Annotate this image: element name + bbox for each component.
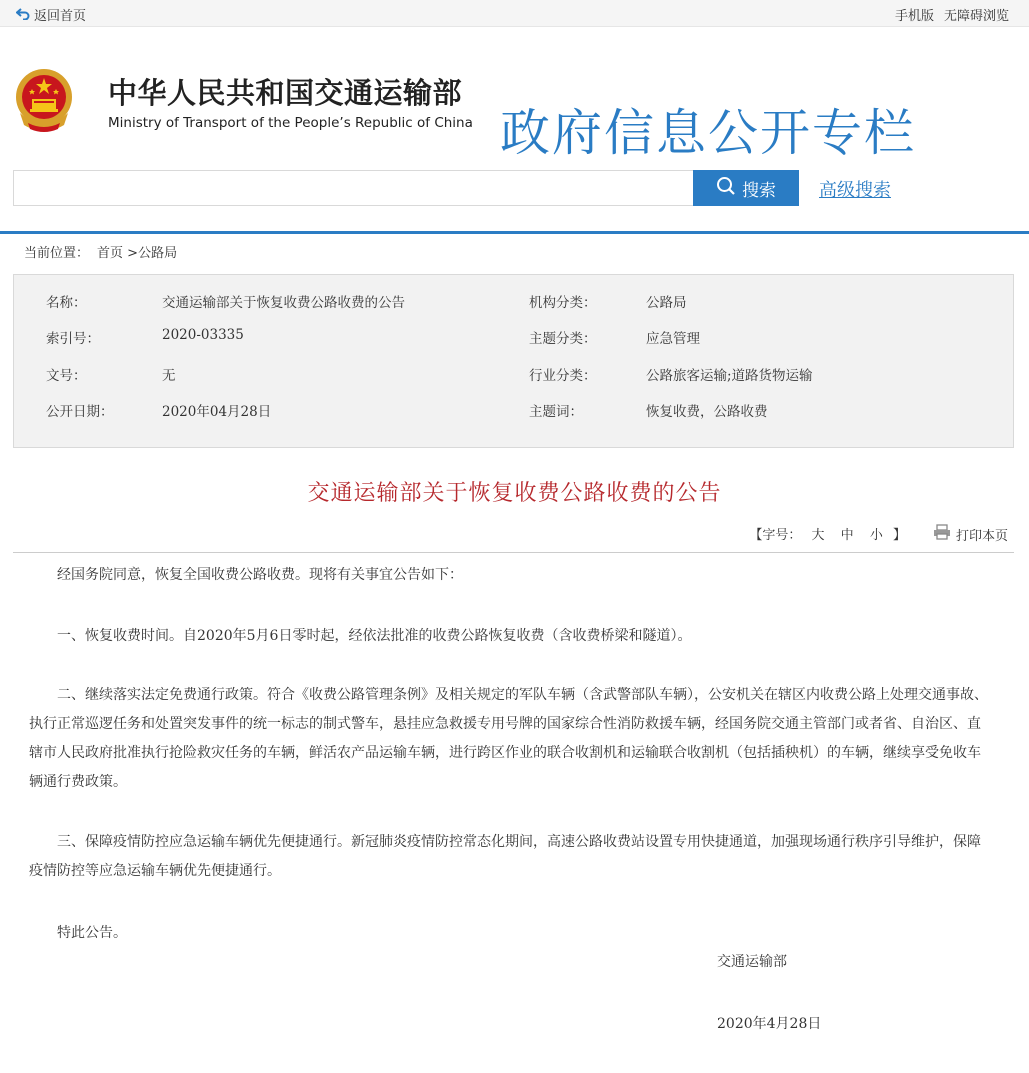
printer-icon <box>933 524 951 544</box>
body-paragraph: 经国务院同意，恢复全国收费公路收费。现将有关事宜公告如下： <box>57 567 463 583</box>
site-header <box>0 27 1029 162</box>
metadata-row <box>14 364 1013 384</box>
print-page-label: 打印本页 <box>955 528 1008 544</box>
metadata-key: 索引号： <box>46 331 100 347</box>
column-title: 政府信息公开专栏 <box>500 104 916 162</box>
metadata-row <box>14 291 1013 311</box>
top-bar <box>0 0 1029 27</box>
document-date: 2020年4月28日 <box>717 1016 822 1032</box>
document-metadata <box>13 274 1014 448</box>
accessible-browse-link[interactable]: 无障碍浏览 <box>943 9 1009 24</box>
breadcrumb-label: 当前位置： <box>24 246 90 261</box>
breadcrumb-current: >公路局 <box>127 246 178 261</box>
search-bar <box>0 147 1029 234</box>
search-icon <box>716 176 736 201</box>
font-size-large-link[interactable]: 大 <box>811 528 825 543</box>
back-home-link[interactable] <box>16 5 86 24</box>
body-paragraph: 一、恢复收费时间。自2020年5月6日零时起，经依法批准的收费公路恢复收费（含收费桥梁和隧道）。 <box>57 628 692 644</box>
national-emblem-icon <box>12 65 76 135</box>
metadata-row <box>14 327 1013 347</box>
breadcrumb-home-link[interactable]: 首页 <box>97 246 124 261</box>
font-size-control <box>749 524 906 543</box>
search-button-label: 搜索 <box>742 180 776 201</box>
document-title: 交通运输部关于恢复收费公路收费的公告 <box>307 481 722 506</box>
back-home-label: 返回首页 <box>34 9 87 24</box>
document-toolbar <box>13 522 1014 553</box>
metadata-key: 公开日期： <box>46 404 114 420</box>
metadata-value: 2020-03335 <box>162 327 244 343</box>
metadata-value: 应急管理 <box>646 331 700 347</box>
print-page-link[interactable] <box>933 524 1008 544</box>
font-size-suffix: 】 <box>892 528 906 543</box>
font-size-small-link[interactable]: 小 <box>869 528 883 543</box>
breadcrumb <box>0 234 1029 274</box>
metadata-value: 公路局 <box>646 295 687 311</box>
mobile-version-link[interactable]: 手机版 <box>894 9 934 24</box>
metadata-key: 主题分类： <box>529 331 597 347</box>
body-paragraph: 特此公告。 <box>57 925 127 941</box>
metadata-row <box>14 400 1013 420</box>
document-body <box>0 553 1029 1073</box>
signature: 交通运输部 <box>717 954 787 970</box>
body-paragraph: 二、继续落实法定免费通行政策。符合《收费公路管理条例》及相关规定的军队车辆（含武警部队车辆），公安机关在辖区内收费公路上处理交通事故、执行正常巡逻任务和处置突发事件的统一标志的制式警车，悬挂应急救援专用号牌的国家综合性消防救援车辆，经国务院交通主管部门或者省、自治区、直辖市人民政府批准执行抢险救灾任务的车辆，鲜活农产品运输车辆，进行跨区作业的联合收割机和运输联合收割机（包括插秧机）的车辆，继续享受免收车辆通行费政策。 <box>29 687 988 790</box>
search-button[interactable] <box>693 170 799 206</box>
ministry-name-en: Ministry of Transport of the People’s Republic of China <box>108 115 473 131</box>
ministry-name-cn: 中华人民共和国交通运输部 <box>108 76 463 110</box>
metadata-value: 无 <box>162 368 176 384</box>
body-paragraph: 三、保障疫情防控应急运输车辆优先便捷通行。新冠肺炎疫情防控常态化期间，高速公路收费站设置专用快捷通道，加强现场通行秩序引导维护，保障疫情防控等应急运输车辆优先便捷通行。 <box>29 834 981 879</box>
search-input[interactable] <box>13 170 693 206</box>
font-size-medium-link[interactable]: 中 <box>840 528 854 543</box>
metadata-key: 文号： <box>46 368 87 384</box>
metadata-key: 行业分类： <box>529 368 597 384</box>
advanced-search-link[interactable]: 高级搜索 <box>819 180 891 201</box>
metadata-key: 主题词： <box>529 404 583 420</box>
metadata-value: 交通运输部关于恢复收费公路收费的公告 <box>162 295 405 311</box>
metadata-key: 机构分类： <box>529 295 597 311</box>
metadata-key: 名称： <box>46 295 87 311</box>
back-arrow-icon <box>16 6 30 24</box>
font-size-prefix: 【字号： <box>749 528 802 543</box>
metadata-value: 公路旅客运输;道路货物运输 <box>646 368 813 384</box>
metadata-value: 恢复收费，公路收费 <box>646 404 768 420</box>
metadata-value: 2020年04月28日 <box>162 404 272 420</box>
